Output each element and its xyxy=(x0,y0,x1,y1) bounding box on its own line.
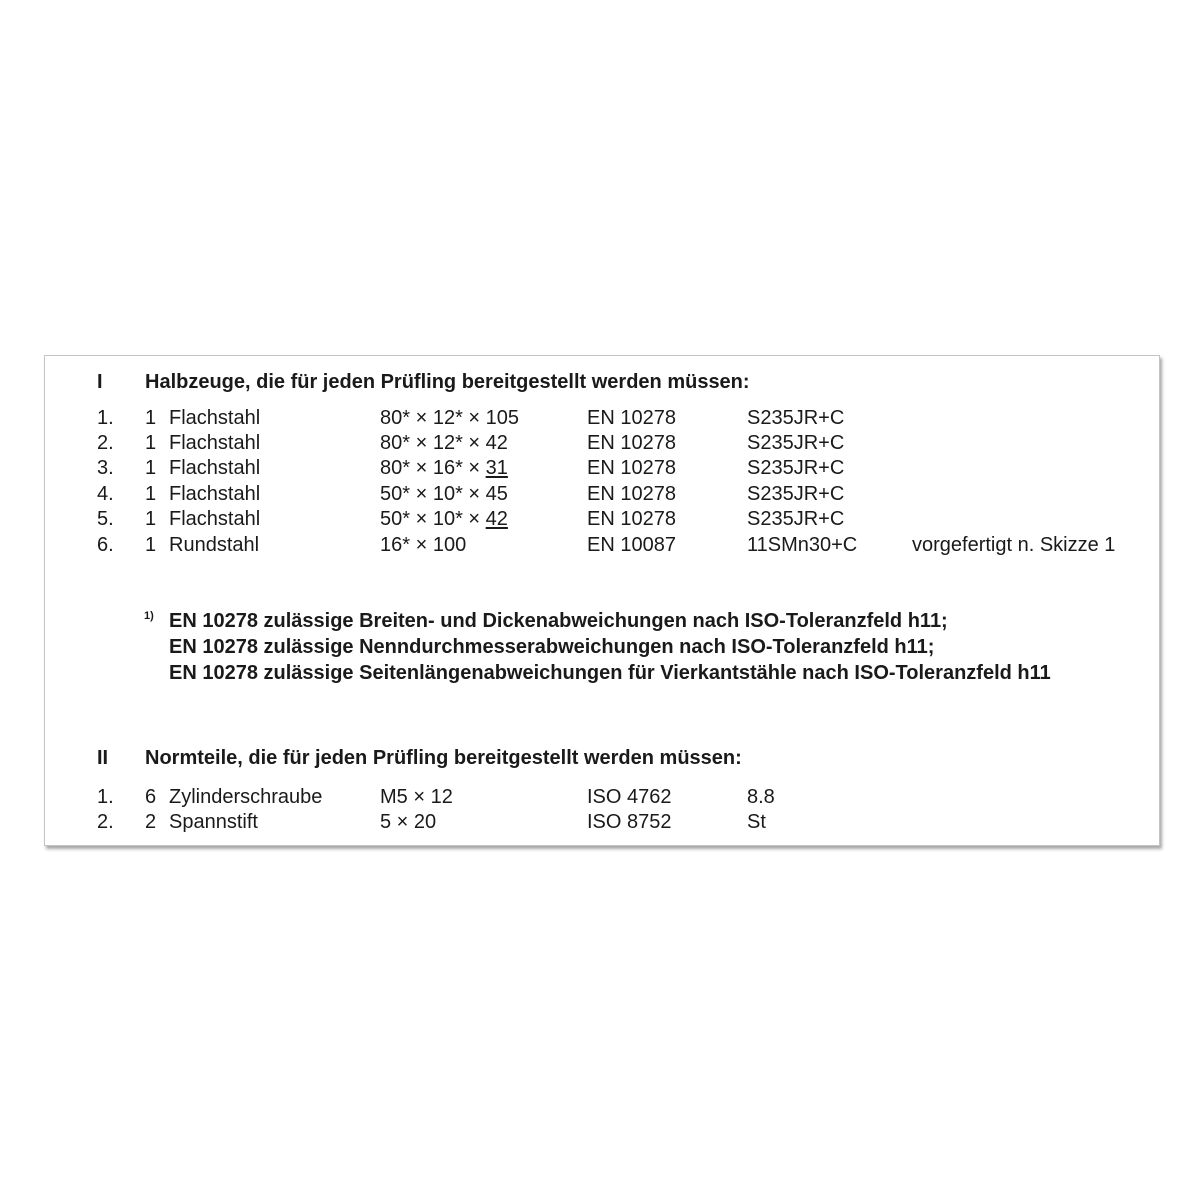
row-dimensions: 50* × 10* × 45 xyxy=(380,483,508,505)
row-standard: EN 10278 xyxy=(587,508,676,530)
row-standard: ISO 8752 xyxy=(587,811,672,833)
row-dimensions: 5 × 20 xyxy=(380,811,437,833)
row-standard: ISO 4762 xyxy=(587,786,672,808)
table-row xyxy=(45,785,1159,809)
section-2-title: Normteile, die für jeden Prüfling bereitgestellt werden müssen: xyxy=(145,747,742,769)
row-number: 2. xyxy=(97,811,114,833)
row-quantity: 1 xyxy=(145,432,157,454)
footnote-line-2: EN 10278 zulässige Nenndurchmesserabweichungen nach ISO-Toleranzfeld h11; xyxy=(169,636,935,658)
row-dimensions: M5 × 12 xyxy=(380,786,453,808)
row-material: S235JR+C xyxy=(747,483,845,505)
table-row xyxy=(45,810,1159,834)
row-number: 5. xyxy=(97,508,114,530)
row-material: S235JR+C xyxy=(747,432,845,454)
row-number: 6. xyxy=(97,534,114,556)
table-row xyxy=(45,431,1159,455)
row-material: S235JR+C xyxy=(747,407,845,429)
row-part-name: Flachstahl xyxy=(169,432,261,454)
row-material: S235JR+C xyxy=(747,457,845,479)
row-dimensions: 16* × 100 xyxy=(380,534,467,556)
row-dimensions: 50* × 10* × 42 xyxy=(380,508,508,530)
row-note: vorgefertigt n. Skizze 1 xyxy=(912,534,1116,556)
row-quantity: 1 xyxy=(145,457,157,479)
row-part-name: Flachstahl xyxy=(169,483,261,505)
row-material: S235JR+C xyxy=(747,508,845,530)
row-standard: EN 10278 xyxy=(587,483,676,505)
row-quantity: 1 xyxy=(145,407,157,429)
row-part-name: Flachstahl xyxy=(169,457,261,479)
row-standard: EN 10278 xyxy=(587,407,676,429)
row-quantity: 6 xyxy=(145,786,157,808)
row-part-name: Rundstahl xyxy=(169,534,260,556)
footnote-marker: 1) xyxy=(144,610,154,622)
section-1-numeral: I xyxy=(97,371,103,393)
row-quantity: 1 xyxy=(145,483,157,505)
row-material: St xyxy=(747,811,766,833)
row-part-name: Flachstahl xyxy=(169,508,261,530)
table-row xyxy=(45,482,1159,506)
row-quantity: 1 xyxy=(145,534,157,556)
row-quantity: 2 xyxy=(145,811,157,833)
table-row xyxy=(45,507,1159,531)
table-row xyxy=(45,533,1159,557)
row-dimensions: 80* × 12* × 105 xyxy=(380,407,520,429)
row-standard: EN 10278 xyxy=(587,432,676,454)
row-quantity: 1 xyxy=(145,508,157,530)
section-1-title: Halbzeuge, die für jeden Prüfling bereitgestellt werden müssen: xyxy=(145,371,750,393)
row-standard: EN 10278 xyxy=(587,457,676,479)
table-row xyxy=(45,456,1159,480)
footnote-line-3: EN 10278 zulässige Seitenlängenabweichungen für Vierkantstähle nach ISO-Toleranzfeld h11 xyxy=(169,662,1051,684)
parts-list-panel xyxy=(44,355,1160,846)
section-2-numeral: II xyxy=(97,747,109,769)
row-material: 8.8 xyxy=(747,786,775,808)
row-dimensions: 80* × 12* × 42 xyxy=(380,432,508,454)
row-part-name: Zylinderschraube xyxy=(169,786,323,808)
row-dimensions: 80* × 16* × 31 xyxy=(380,457,508,479)
row-number: 4. xyxy=(97,483,114,505)
row-number: 2. xyxy=(97,432,114,454)
row-part-name: Flachstahl xyxy=(169,407,261,429)
table-row xyxy=(45,406,1159,430)
row-standard: EN 10087 xyxy=(587,534,676,556)
row-part-name: Spannstift xyxy=(169,811,258,833)
row-material: 11SMn30+C xyxy=(747,534,858,556)
row-number: 3. xyxy=(97,457,114,479)
row-number: 1. xyxy=(97,786,114,808)
row-number: 1. xyxy=(97,407,114,429)
footnote-line-1: EN 10278 zulässige Breiten- und Dickenabweichungen nach ISO-Toleranzfeld h11; xyxy=(169,610,948,632)
